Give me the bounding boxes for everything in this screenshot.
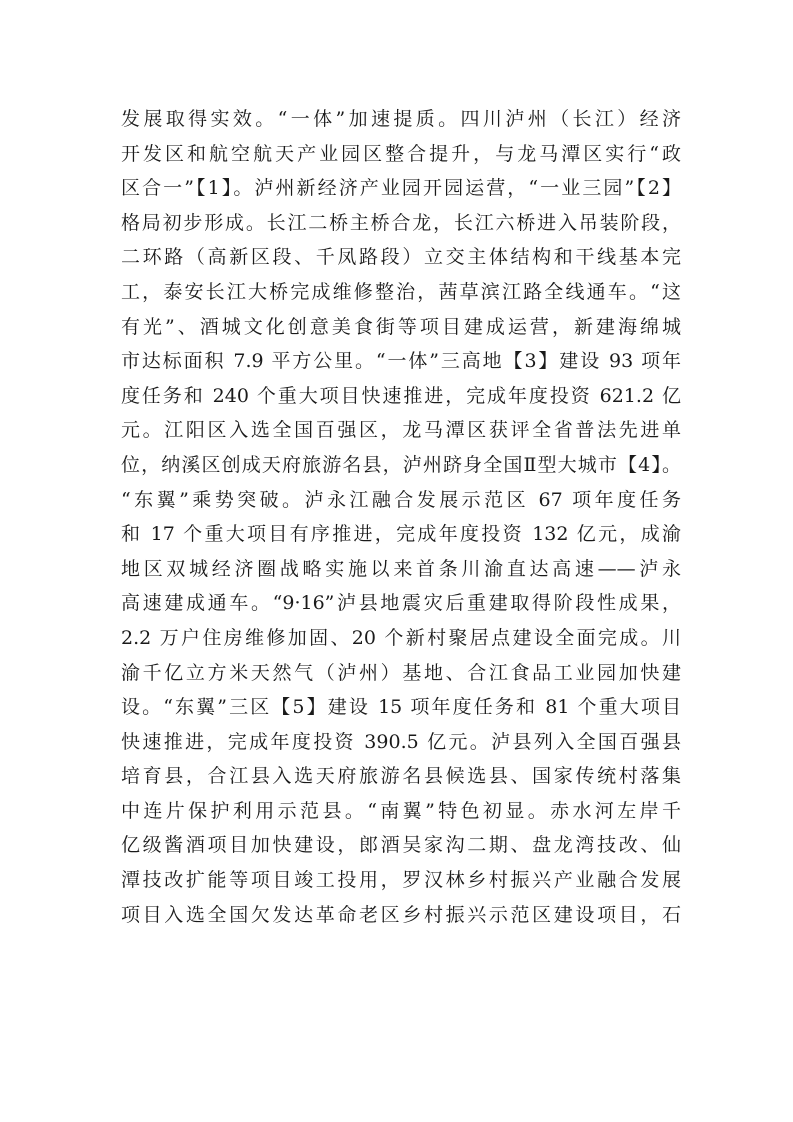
text-line: 位，纳溪区创成天府旅游名县，泸州跻身全国Ⅱ型大城市【4】。 — [121, 453, 681, 476]
text-line: 渝千亿立方米天然气（泸州）基地、合江食品工业园加快建 — [121, 661, 681, 684]
text-line: “东翼”乘势突破。泸永江融合发展示范区 67 项年度任务 — [121, 488, 681, 511]
text-line: 格局初步形成。长江二桥主桥合龙，长江六桥进入吊装阶段， — [121, 211, 681, 234]
text-line: 设。“东翼”三区【5】建设 15 项年度任务和 81 个重大项目 — [121, 696, 681, 719]
text-line: 亿级酱酒项目加快建设，郎酒吴家沟二期、盘龙湾技改、仙 — [121, 834, 681, 857]
body-text — [121, 102, 681, 932]
text-line: 潭技改扩能等项目竣工投用，罗汉林乡村振兴产业融合发展 — [121, 869, 681, 892]
text-line: 度任务和 240 个重大项目快速推进，完成年度投资 621.2 亿 — [121, 384, 681, 407]
text-line: 发展取得实效。“一体”加速提质。四川泸州（长江）经济 — [121, 108, 681, 130]
text-line: 有光”、酒城文化创意美食街等项目建成运营，新建海绵城 — [121, 315, 681, 338]
text-line: 培育县，合江县入选天府旅游名县候选县、国家传统村落集 — [121, 765, 681, 788]
text-line: 元。江阳区入选全国百强区，龙马潭区获评全省普法先进单 — [121, 419, 681, 442]
text-line: 地区双城经济圈战略实施以来首条川渝直达高速——泸永 — [121, 557, 681, 580]
text-line: 二环路（高新区段、千凤路段）立交主体结构和干线基本完 — [121, 246, 681, 269]
text-line: 快速推进，完成年度投资 390.5 亿元。泸县列入全国百强县 — [121, 730, 681, 753]
text-line: 市达标面积 7.9 平方公里。“一体”三高地【3】建设 93 项年 — [121, 350, 681, 373]
text-line: 开发区和航空航天产业园区整合提升，与龙马潭区实行“政 — [121, 142, 681, 165]
text-line: 项目入选全国欠发达革命老区乡村振兴示范区建设项目，石 — [121, 903, 681, 926]
text-line: 高速建成通车。“9·16”泸县地震灾后重建取得阶段性成果， — [121, 592, 681, 615]
text-line: 区合一”【1】。泸州新经济产业园开园运营，“一业三园”【2】 — [121, 177, 681, 200]
text-line: 和 17 个重大项目有序推进，完成年度投资 132 亿元，成渝 — [121, 523, 681, 546]
text-line: 中连片保护利用示范县。“南翼”特色初显。赤水河左岸千 — [121, 799, 681, 822]
text-line: 工，泰安长江大桥完成维修整治，茜草滨江路全线通车。“这 — [121, 280, 681, 303]
text-line: 2.2 万户住房维修加固、20 个新村聚居点建设全面完成。川 — [121, 626, 681, 649]
